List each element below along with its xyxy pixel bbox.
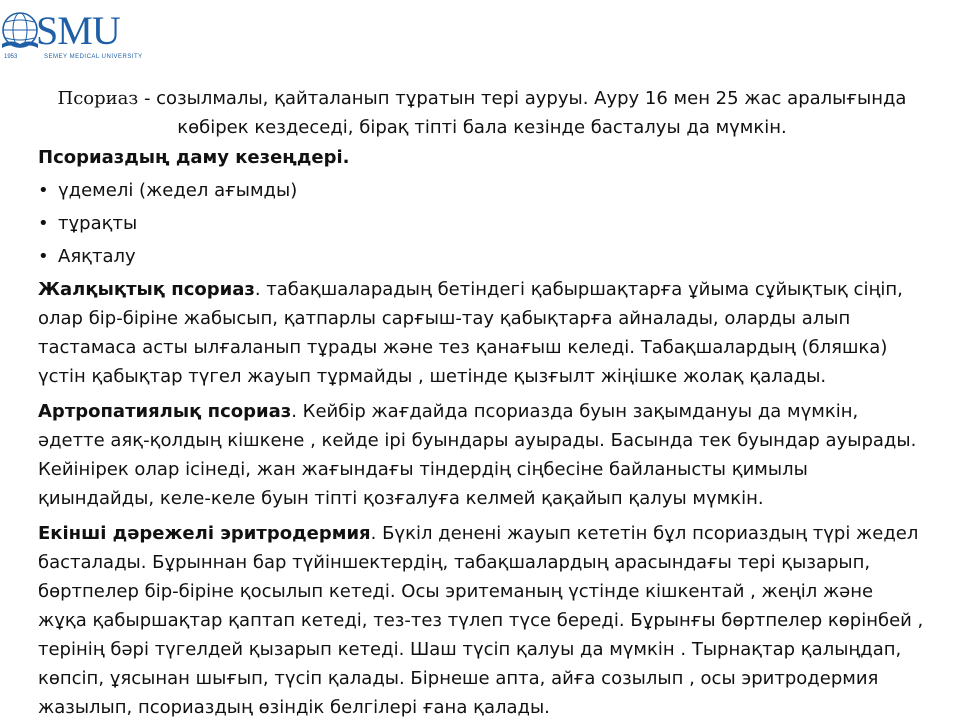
paragraph-title: Артропатиялық псориаз [38, 401, 292, 422]
intro-paragraph [38, 84, 926, 142]
intro-text: - созылмалы, қайталанып тұратын тері ауруы. Ауру 16 мен 25 жас аралығында көбірек кездеседі, бірақ тіпті бала кезінде басталуы да мүмкін. [138, 88, 907, 138]
paragraph-erythroderma [38, 519, 926, 722]
list-item: • үдемелі (жедел ағымды) [38, 176, 926, 205]
logo-year: 1953 [4, 54, 18, 60]
paragraph-text: . табақшаларадың бетіндегі қабыршақтарға ұйыма сұйықтық сіңіп, олар бір-біріне жабысып, қатпарлы сарғыш-тау қабықтарға айналады, оларды алып тастамаса асты ылғаланып тұрады және тез қанағыш келеді. Табақшалардың (бляшка) үстін қабықтар түгел жауып тұрмайды , шетінде қызғылт жіңішке жолақ қалады. [38, 279, 903, 387]
logo-text: SMU [36, 8, 120, 53]
list-item: • Аяқталу [38, 242, 926, 271]
paragraph-text: . Кейбір жағдайда псориазда буын зақымдануы да мүмкін, әдетте аяқ-қолдың кішкене , кейде ірі буындары ауырады. Басында тек буындар ауырады. Кейінірек олар ісінеді, жан жағындағы тіндердің сіңбесіне байланысты қимылы қиындайды, келе-келе буын тіпті қозғалуға келмей қақайып қалуы мүмкін. [38, 401, 917, 509]
paragraph-title: Екінші дәрежелі эритродермия [38, 523, 371, 544]
list-item: • тұрақты [38, 209, 926, 238]
university-logo [0, 10, 160, 62]
slide-content [38, 84, 926, 728]
paragraph-title: Жалқықтық псориаз [38, 279, 255, 300]
paragraph-exudative [38, 275, 926, 391]
logo-subtitle: SEMEY MEDICAL UNIVERSITY [44, 54, 143, 60]
stages-heading: Псориаздың даму кезеңдері. [38, 147, 350, 168]
intro-title: Псориаз [57, 88, 139, 109]
paragraph-arthropathic [38, 397, 926, 513]
globe-book-icon [0, 10, 40, 54]
stages-list [38, 176, 926, 271]
paragraph-text: . Бүкіл денені жауып кететін бұл псориаздың түрі жедел басталады. Бұрыннан бар түйіншектердің, табақшалардың арасындағы тері қызарып, бөртпелер бір-біріне қосылып кетеді. Осы эритеманың үстінде кішкентай , жеңіл және жұқа қабыршақтар қаптап кетеді, тез-тез түлеп түсе береді. Бұрынғы бөртпелер көрінбей , терінің бәрі түгелдей қызарып кетеді. Шаш түсіп қалуы да мүмкін . Тырнақтар қалыңдап, көпсіп, ұясынан шығып, түсіп қалады. Бірнеше апта, айға созылып , осы эритродермия жазылып, псориаздың өзіндік белгілері ғана қалады. [38, 523, 924, 718]
